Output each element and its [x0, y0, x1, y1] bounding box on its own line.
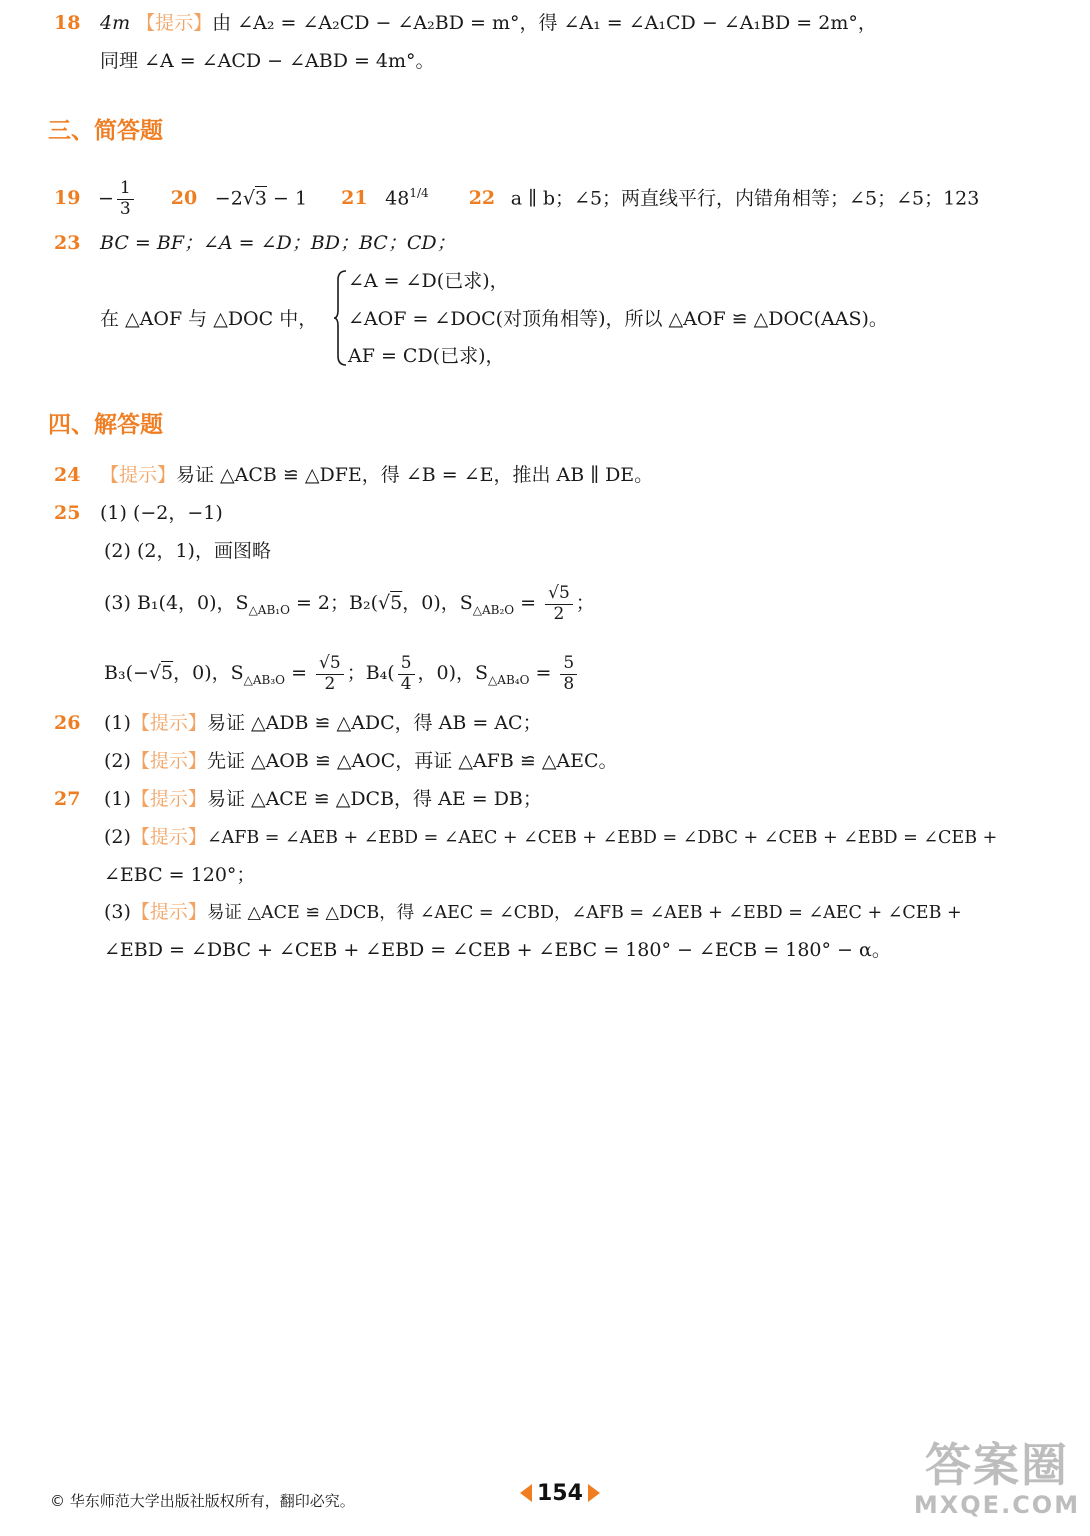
fraction: [316, 654, 344, 694]
question-number: 18: [54, 12, 81, 34]
q27-line4: [104, 903, 962, 923]
hint-tag: 【提示】: [136, 12, 213, 34]
page-number: [520, 1481, 600, 1506]
section-title-solutions: 四、解答题: [48, 412, 163, 438]
watermark-logo-text: 答案圈: [925, 1438, 1069, 1492]
q23-brace-line2: ∠AOF = ∠DOC(对顶角相等)，所以 △AOF ≌ △DOC(AAS)。: [348, 308, 888, 330]
question-number: 20: [170, 187, 198, 210]
q27-line3: ∠EBC = 120°；: [104, 864, 256, 886]
q25-line1: [54, 504, 223, 523]
q25-text: ；B₄(: [346, 662, 395, 684]
q19-fraction: [117, 179, 134, 219]
denominator: 2: [553, 603, 565, 624]
q27-line2: [104, 828, 997, 848]
q21-exponent: 1/4: [409, 186, 429, 200]
denominator: 4: [400, 673, 412, 694]
q25-text: ，0)，S: [173, 662, 244, 684]
part-label: (1): [104, 712, 131, 734]
q19-22-line: 19 − $\frac{1}{3}$ 20 −2√3 − 1 21 $48^{1/4}$ 22 a ∥ b；∠5；两直线平行，内错角相等；∠5；∠5；123: [54, 178, 980, 219]
question-number: 26: [54, 712, 81, 734]
hint-tag: 【提示】: [130, 901, 207, 923]
area-subscript: △AB₁O: [248, 602, 290, 617]
site-watermark: [912, 1440, 1082, 1530]
q25-part1: (1) (−2，−1): [100, 502, 223, 524]
part-label: (2): [104, 750, 131, 772]
hint-tag: 【提示】: [130, 788, 207, 810]
question-number: 23: [54, 232, 81, 254]
hint-tag: 【提示】: [100, 464, 177, 486]
q23-brace-line1: ∠A = ∠D(已求)，: [348, 270, 509, 292]
left-triangle-icon: [520, 1484, 532, 1502]
numerator: √5: [316, 654, 344, 675]
q26-line2: [104, 752, 618, 771]
question-number: 25: [54, 502, 81, 524]
fraction: [398, 654, 415, 694]
q25-text: ；: [575, 592, 595, 614]
page-number-text: 154: [537, 1481, 583, 1506]
q18-text2: 同理 ∠A = ∠ACD − ∠ABD = 4m°。: [100, 50, 435, 72]
q23-brace-line3: AF = CD(已求)，: [348, 345, 505, 367]
q25-text: = 2；B₂(: [289, 592, 379, 614]
radicand: 5: [161, 662, 174, 684]
right-triangle-icon: [588, 1484, 600, 1502]
q18-text: 由 ∠A₂ = ∠A₂CD − ∠A₂BD = m°，得 ∠A₁ = ∠A₁CD − ∠A₁BD = 2m°，: [212, 12, 877, 34]
q25-text: (3) B₁(4，0)，S: [104, 592, 249, 614]
watermark-url: MXQE.COM: [913, 1491, 1081, 1519]
fraction: [560, 654, 577, 694]
numerator: 5: [560, 654, 577, 675]
part-label: (2): [104, 826, 131, 848]
q26-text: 易证 △ADB ≌ △ADC，得 AB = AC；: [206, 712, 542, 734]
part-label: (3): [104, 901, 131, 923]
numerator: 1: [117, 179, 134, 200]
q25-line2: (2) (2，1)，画图略: [104, 540, 271, 562]
q20-post: − 1: [267, 187, 308, 210]
q22-text: a ∥ b；∠5；两直线平行，内错角相等；∠5；∠5；123: [510, 187, 980, 210]
hint-tag: 【提示】: [130, 826, 207, 848]
q25-text: ，0)，S: [417, 662, 489, 684]
denominator: 8: [563, 673, 575, 694]
denominator: 3: [119, 198, 131, 219]
q25-text: =: [529, 662, 558, 684]
section-title-short-answer: 三、简答题: [48, 118, 163, 144]
q25-line3: (3) B₁(4，0)，$S_{\triangle AB_1O} = 2$；B₂(√5，0)，$S_{\triangle AB_2O}$ = $\frac{√5}{2}$ ；: [104, 582, 595, 624]
q25-text: ，0)，S: [402, 592, 473, 614]
q23-text: BC = BF；∠A = ∠D；BD；BC；CD；: [100, 232, 456, 254]
denominator: 2: [324, 673, 336, 694]
q23-line1: [54, 234, 456, 253]
q27-text: ∠AFB = ∠AEB + ∠EBD = ∠AEC + ∠CEB + ∠EBD = ∠DBC + ∠CEB + ∠EBD = ∠CEB +: [206, 828, 998, 848]
question-number: 24: [54, 464, 81, 486]
q25-text: =: [285, 662, 314, 684]
q18-answer: 4m: [100, 12, 131, 34]
left-brace: [333, 270, 347, 366]
q23-prefix: 在 △AOF 与 △DOC 中，: [100, 308, 318, 330]
q27-line1: [54, 790, 542, 809]
q27-text: 易证 △ACE ≌ △DCB，得 ∠AEC = ∠CBD，∠AFB = ∠AEB + ∠EBD = ∠AEC + ∠CEB +: [206, 903, 962, 923]
q18-line1: [54, 14, 877, 33]
copyright-notice: © 华东师范大学出版社版权所有，翻印必究。: [50, 1492, 355, 1510]
q27-text: 易证 △ACE ≌ △DCB，得 AE = DB；: [206, 788, 542, 810]
question-number: 27: [54, 788, 81, 810]
question-number: 21: [341, 187, 368, 210]
q24-text: 易证 △ACB ≌ △DFE，得 ∠B = ∠E，推出 AB ∥ DE。: [176, 464, 654, 486]
q20-radicand: 3: [254, 187, 268, 210]
question-number: 19: [54, 187, 81, 210]
hint-tag: 【提示】: [130, 712, 207, 734]
fraction: [545, 584, 573, 624]
q26-line1: [54, 714, 542, 733]
q25-line4: B₃(−√5，0)，$S_{\triangle AB_3O}$ = $\frac{√5}{2}$ ；B₄( $\frac{5}{4}$ ，0)，$S_{\triangle AB_4O}$ = $\frac{5}{8}$: [104, 650, 580, 696]
numerator: 5: [398, 654, 415, 675]
q27-line5: ∠EBD = ∠DBC + ∠CEB + ∠EBD = ∠CEB + ∠EBC = 180° − ∠ECB = 180° − α。: [104, 939, 891, 961]
q21-base: 48: [385, 187, 410, 210]
area-subscript: △AB₃O: [243, 672, 286, 687]
q19-sign: −: [98, 187, 114, 210]
area-subscript: △AB₄O: [488, 672, 530, 687]
part-label: (1): [104, 788, 131, 810]
q20-pre: −2: [214, 187, 243, 210]
hint-tag: 【提示】: [130, 750, 207, 772]
radicand: 5: [390, 592, 403, 614]
area-subscript: △AB₂O: [472, 602, 515, 617]
question-number: 22: [468, 187, 496, 210]
q26-text: 先证 △AOB ≌ △AOC，再证 △AFB ≌ △AEC。: [206, 750, 618, 772]
q24-line: [54, 466, 653, 485]
q25-text: B₃(−: [104, 662, 149, 684]
numerator: √5: [545, 584, 573, 605]
q18-line2: [100, 52, 435, 71]
q25-text: =: [514, 592, 543, 614]
